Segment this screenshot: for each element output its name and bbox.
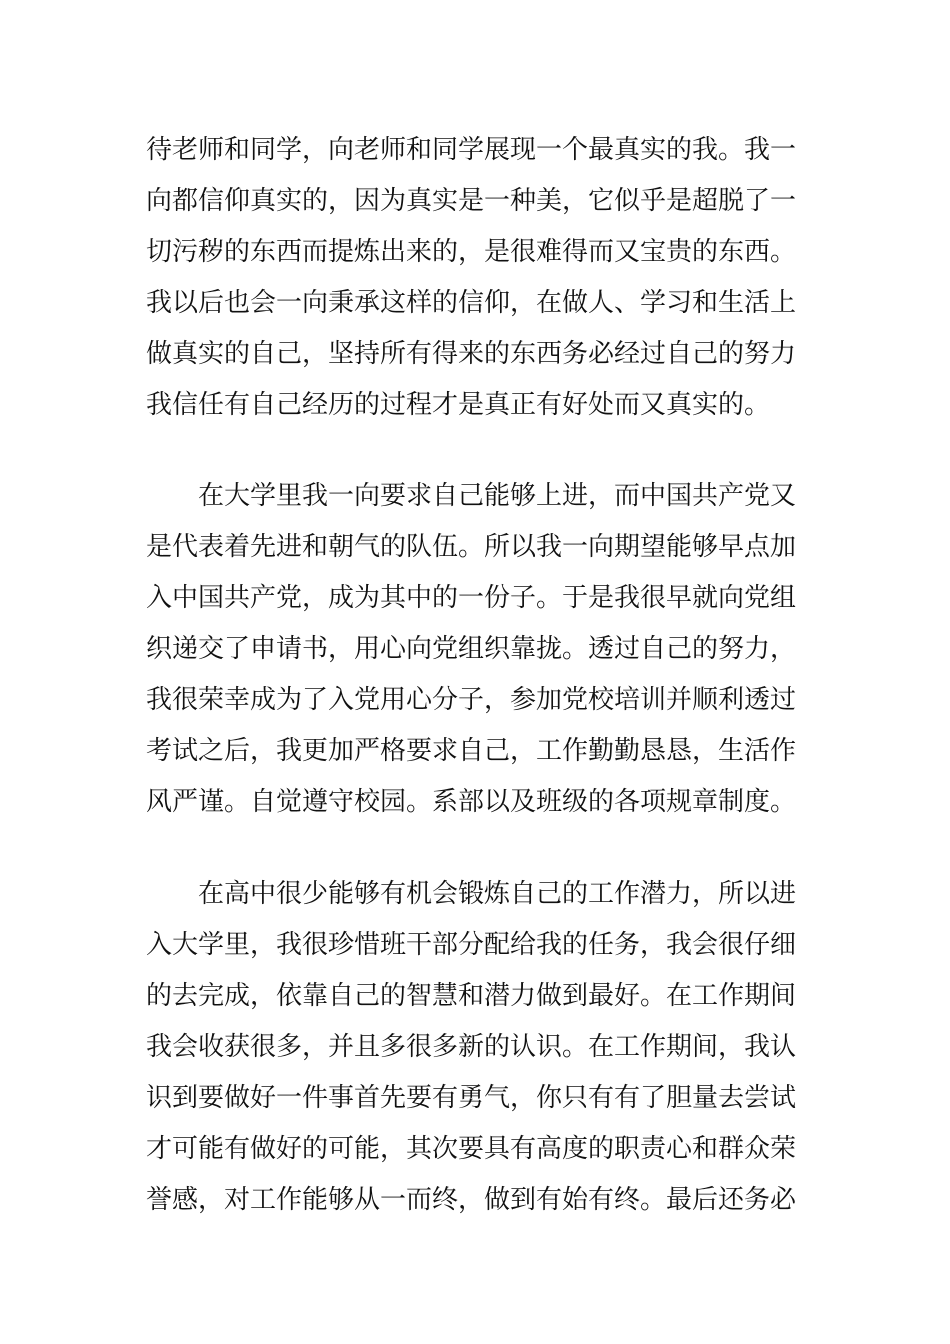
paragraph-line: 我很荣幸成为了入党用心分子，参加党校培训并顺利透过	[146, 685, 797, 715]
paragraph-line: 在高中很少能够有机会锻炼自己的工作潜力，所以进	[198, 879, 797, 909]
paragraph-line: 才可能有做好的可能，其次要具有高度的职责心和群众荣	[146, 1134, 797, 1164]
paragraph-line: 是代表着先进和朝气的队伍。所以我一向期望能够早点加	[146, 532, 797, 562]
paragraph-line: 织递交了申请书，用心向党组织靠拢。透过自己的努力，	[146, 634, 797, 664]
paragraph-line: 切污秽的东西而提炼出来的，是很难得而又宝贵的东西。	[146, 237, 797, 267]
paragraph-line: 入大学里，我很珍惜班干部分配给我的任务，我会很仔细	[146, 930, 797, 960]
paragraph-line: 的去完成，依靠自己的智慧和潜力做到最好。在工作期间	[146, 981, 797, 1011]
paragraph-line: 誉感，对工作能够从一而终，做到有始有终。最后还务必	[146, 1185, 797, 1215]
paragraph-1	[146, 125, 816, 431]
paragraph-line: 识到要做好一件事首先要有勇气，你只有有了胆量去尝试	[146, 1083, 797, 1113]
paragraph-line: 待老师和同学，向老师和同学展现一个最真实的我。我一	[146, 135, 797, 165]
paragraph-line: 做真实的自己，坚持所有得来的东西务必经过自己的努力	[146, 339, 797, 369]
paragraph-line: 向都信仰真实的，因为真实是一种美，它似乎是超脱了一	[146, 186, 797, 216]
paragraph-line: 入中国共产党，成为其中的一份子。于是我很早就向党组	[146, 583, 797, 613]
paragraph-2	[146, 471, 816, 828]
paragraph-line: 我会收获很多，并且多很多新的认识。在工作期间，我认	[146, 1032, 797, 1062]
paragraph-line: 我以后也会一向秉承这样的信仰，在做人、学习和生活上	[146, 288, 797, 318]
paragraph-line: 我信任有自己经历的过程才是真正有好处而又真实的。	[146, 390, 771, 420]
paragraph-line: 考试之后，我更加严格要求自己，工作勤勤恳恳，生活作	[146, 736, 797, 766]
paragraph-3	[146, 869, 816, 1226]
paragraph-line: 风严谨。自觉遵守校园。系部以及班级的各项规章制度。	[146, 787, 797, 817]
paragraph-line: 在大学里我一向要求自己能够上进，而中国共产党又	[198, 481, 797, 511]
